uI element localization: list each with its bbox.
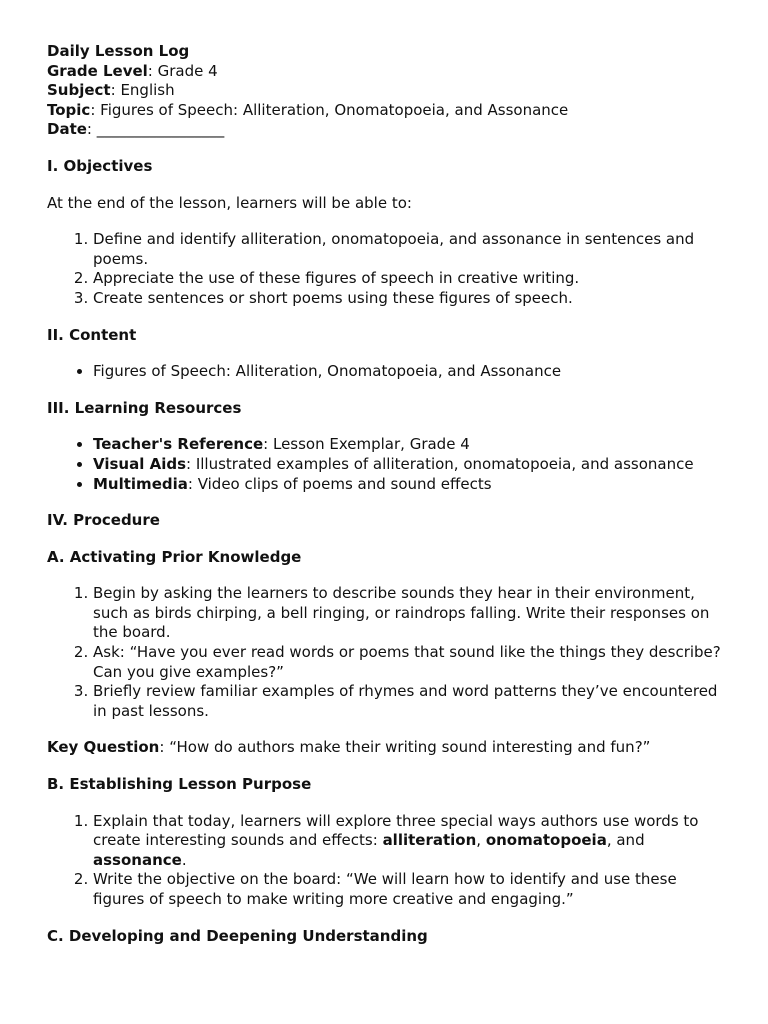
section-a-heading: A. Activating Prior Knowledge — [47, 547, 302, 566]
date-line: Date: _________________ — [47, 120, 225, 139]
key-question: Key Question: “How do authors make their writing sound interesting and fun?” — [47, 738, 651, 757]
resources-list — [47, 435, 728, 494]
section-a-list — [47, 584, 728, 721]
objectives-intro: At the end of the lesson, learners will be able to: — [47, 193, 412, 212]
list-item: 3. Create sentences or short poems using these figures of speech. — [93, 289, 728, 309]
resources-heading: III. Learning Resources — [47, 398, 242, 417]
subject-line: Subject: English — [47, 81, 175, 100]
grade-line: Grade Level: Grade 4 — [47, 61, 218, 80]
objectives-heading: I. Objectives — [47, 156, 153, 175]
procedure-heading: IV. Procedure — [47, 511, 160, 530]
content-heading: II. Content — [47, 325, 137, 344]
list-item: 2. Ask: “Have you ever read words or poems that sound like the things they describe? Can you give examples?” — [93, 643, 728, 682]
doc-title: Daily Lesson Log — [47, 42, 190, 60]
list-item: • Teacher's Reference: Lesson Exemplar, Grade 4 — [93, 435, 728, 455]
list-item: • Visual Aids: Illustrated examples of alliteration, onomatopoeia, and assonance — [93, 455, 728, 475]
section-b-heading: B. Establishing Lesson Purpose — [47, 775, 312, 794]
list-item: 1. Explain that today, learners will explore three special ways authors use words to create interesting sounds and effects: alliteration, onomatopoeia, and assonance. — [93, 812, 728, 871]
content-list — [47, 362, 728, 382]
list-item: • Multimedia: Video clips of poems and sound effects — [93, 475, 728, 495]
section-c-heading: C. Developing and Deepening Understanding — [47, 926, 428, 945]
list-item: • Figures of Speech: Alliteration, Onomatopoeia, and Assonance — [93, 362, 728, 382]
list-item: 2. Appreciate the use of these figures of speech in creative writing. — [93, 269, 728, 289]
list-item: 1. Define and identify alliteration, onomatopoeia, and assonance in sentences and poems. — [93, 230, 728, 269]
objectives-list — [47, 230, 728, 308]
topic-line: Topic: Figures of Speech: Alliteration, Onomatopoeia, and Assonance — [47, 100, 569, 119]
list-item: 2. Write the objective on the board: “We will learn how to identify and use these figures of speech to make writing more creative and engaging.” — [93, 870, 728, 909]
header-block — [47, 42, 728, 140]
list-item: 1. Begin by asking the learners to describe sounds they hear in their environment, such as birds chirping, a bell ringing, or raindrops falling. Write their responses on the board. — [93, 584, 728, 643]
list-item: 3. Briefly review familiar examples of rhymes and word patterns they’ve encountered in past lessons. — [93, 682, 728, 721]
section-b-list — [47, 812, 728, 910]
